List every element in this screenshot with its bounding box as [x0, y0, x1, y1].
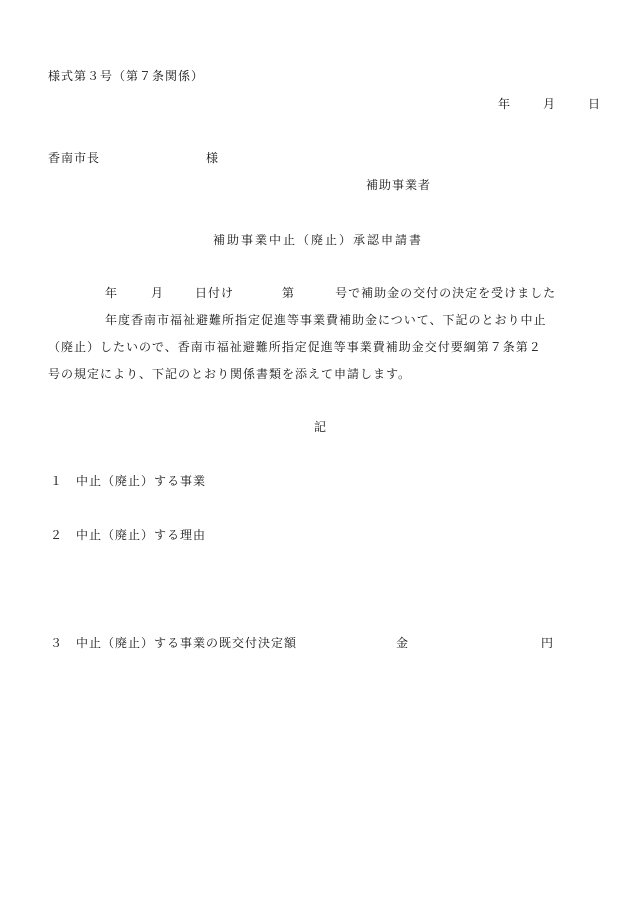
document-title: 補助事業中止（廃止）承認申請書 [213, 233, 424, 247]
body-dai-label: 第 [282, 286, 296, 300]
item-3-kin-label: 金 [396, 636, 410, 650]
applicant-label: 補助事業者 [366, 178, 432, 192]
body-line-3: （廃止）したいので、香南市福祉避難所指定促進等事業費補助金交付要綱第７条第２ [48, 340, 542, 354]
item-3-number: ３ [50, 636, 64, 650]
item-2-number: ２ [50, 528, 64, 542]
item-3-yen-label: 円 [541, 636, 555, 650]
body-dated-label: 日付け [195, 286, 235, 300]
ki-heading: 記 [314, 420, 328, 434]
body-month-label: 月 [151, 286, 165, 300]
item-3-text: 中止（廃止）する事業の既交付決定額 [76, 636, 298, 650]
body-line-1 [105, 285, 556, 301]
date-day-label: 日 [588, 97, 602, 111]
addressee-name: 香南市長 [48, 151, 101, 165]
addressee-honorific: 様 [206, 151, 220, 165]
body-decision-text: 号で補助金の交付の決定を受けました [335, 286, 557, 300]
date-month-label: 月 [543, 97, 557, 111]
form-number: 様式第３号（第７条関係） [48, 69, 205, 83]
item-1-number: １ [50, 474, 64, 488]
body-line-4: 号の規定により、下記のとおり関係書類を添えて申請します。 [48, 367, 412, 381]
date-line [498, 96, 601, 112]
body-year-label: 年 [105, 286, 119, 300]
body-line-2: 年度香南市福祉避難所指定促進等事業費補助金について、下記のとおり中止 [105, 313, 547, 327]
item-2-text: 中止（廃止）する理由 [76, 528, 207, 542]
item-1-text: 中止（廃止）する事業 [76, 474, 207, 488]
date-year-label: 年 [498, 97, 512, 111]
